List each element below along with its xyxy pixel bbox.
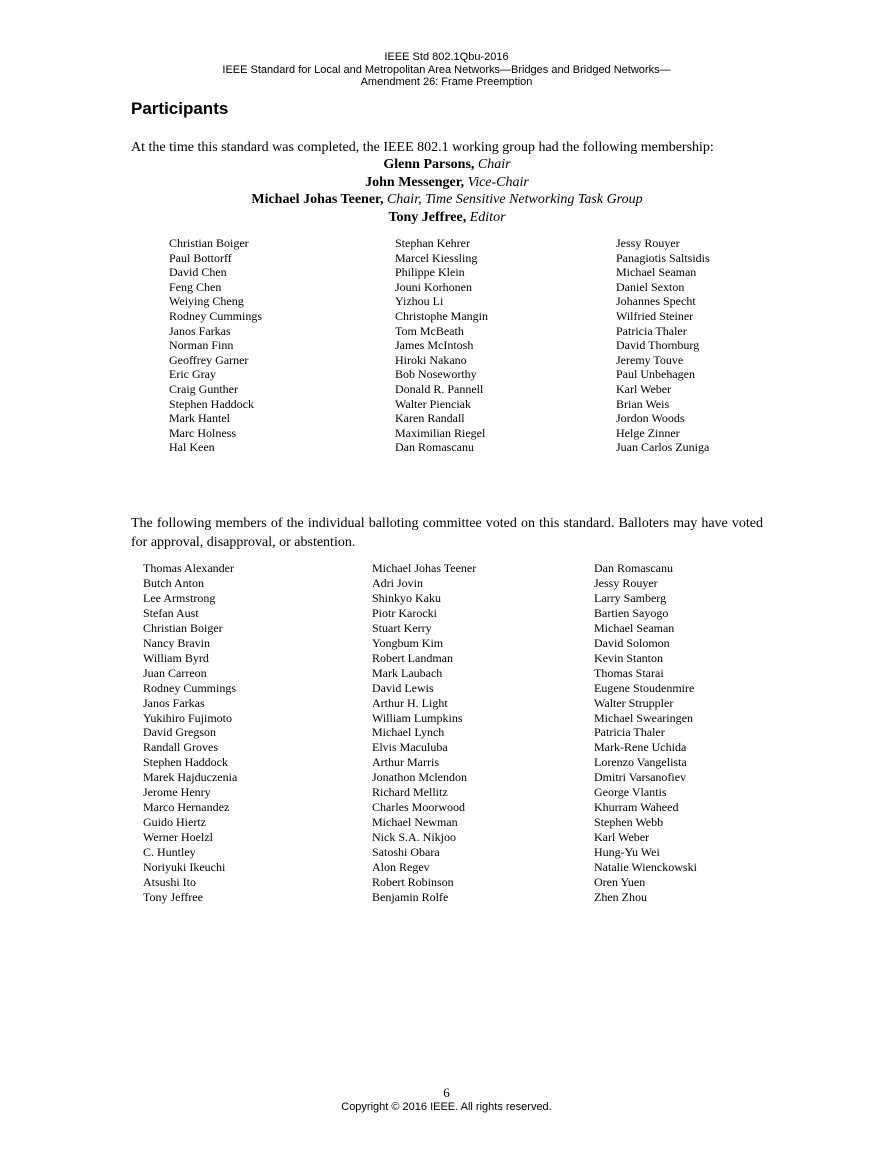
person-name: Arthur Marris	[372, 755, 439, 770]
person-name: Craig Gunther	[169, 381, 238, 396]
person-name: Marcel Kiessling	[395, 250, 478, 265]
person-name: Brian Weis	[616, 396, 670, 411]
person-name: Janos Farkas	[143, 695, 205, 710]
person-name: Walter Pienciak	[395, 396, 472, 411]
person-name: Guido Hiertz	[143, 815, 206, 830]
officer-name: John Messenger,	[365, 174, 465, 190]
person-name: David Thornburg	[616, 338, 700, 353]
person-name: Adri Jovin	[372, 575, 423, 590]
person-name: Yukihiro Fujimoto	[143, 710, 233, 725]
person-name: Walter Struppler	[594, 695, 674, 710]
officer-role: Vice-Chair	[467, 174, 529, 190]
person-name: Patricia Thaler	[594, 725, 665, 740]
person-name: William Lumpkins	[372, 710, 463, 725]
person-name: Stephan Kehrer	[395, 236, 470, 250]
person-name: Satoshi Obara	[372, 845, 440, 860]
person-name: Bob Noseworthy	[395, 367, 477, 382]
person-name: Piotr Karocki	[372, 605, 437, 620]
person-name: Eric Gray	[169, 367, 216, 382]
person-name: Shinkyo Kaku	[372, 590, 441, 605]
officer-line	[131, 174, 763, 192]
page-number: 6	[443, 1085, 450, 1100]
person-name: Elvis Maculuba	[372, 740, 448, 755]
person-name: Yongbum Kim	[372, 635, 444, 650]
person-name: Norman Finn	[169, 338, 234, 353]
person-name: Wilfried Steiner	[616, 308, 694, 323]
person-name: Jerome Henry	[143, 785, 211, 800]
person-name: Jonathon Mclendon	[372, 770, 467, 785]
person-name: Hung-Yu Wei	[594, 845, 660, 860]
person-name: Marco Hernandez	[143, 800, 230, 815]
person-name: Karl Weber	[616, 381, 672, 396]
standard-number: IEEE Std 802.1Qbu-2016	[384, 51, 509, 63]
person-name: Michael Lynch	[372, 725, 445, 740]
person-name: Atsushi Ito	[143, 875, 197, 890]
person-name: Tony Jeffree	[143, 889, 203, 904]
person-name: Yizhou Li	[395, 294, 444, 309]
balloters-column-3	[594, 561, 697, 905]
person-name: David Lewis	[372, 680, 434, 695]
person-name: George Vlantis	[594, 785, 667, 800]
person-name: Robert Robinson	[372, 875, 454, 890]
person-name: Randall Groves	[143, 740, 218, 755]
officer-role: Editor	[469, 209, 506, 225]
section-heading: Participants	[131, 99, 229, 118]
person-name: Michael Seaman	[594, 620, 675, 635]
person-name: Michael Johas Teener	[372, 561, 477, 575]
copyright-notice: Copyright © 2016 IEEE. All rights reserved.	[341, 1101, 552, 1113]
person-name: Butch Anton	[143, 575, 205, 590]
person-name: Stephen Webb	[594, 815, 664, 830]
person-name: Christian Boiger	[143, 620, 223, 635]
person-name: Paul Bottorff	[169, 250, 232, 265]
person-name: Geoffrey Garner	[169, 352, 249, 367]
working-group-intro: At the time this standard was completed, the IEEE 802.1 working group had the following membership:	[131, 140, 714, 155]
officer-name: Michael Johas Teener,	[251, 192, 384, 207]
person-name: Hiroki Nakano	[395, 352, 467, 367]
officers-list	[131, 156, 763, 226]
person-name: Werner Hoelzl	[143, 830, 213, 845]
person-name: William Byrd	[143, 650, 209, 665]
person-name: Panagiotis Saltsidis	[616, 250, 710, 265]
person-name: Jordon Woods	[616, 411, 685, 426]
standard-title: IEEE Standard for Local and Metropolitan Area Networks—Bridges and Bridged Networks—	[222, 63, 671, 76]
person-name: Paul Unbehagen	[616, 367, 695, 382]
person-name: Tom McBeath	[395, 323, 464, 338]
person-name: Robert Landman	[372, 650, 453, 665]
person-name: Philippe Klein	[395, 265, 465, 280]
person-name: Bartien Sayogo	[594, 605, 669, 620]
person-name: Christophe Mangin	[395, 308, 488, 323]
person-name: Mark-Rene Uchida	[594, 740, 687, 755]
person-name: Christian Boiger	[169, 236, 249, 250]
balloters-column-2	[372, 561, 476, 905]
person-name: Michael Seaman	[616, 265, 697, 280]
person-name: Juan Carlos Zuniga	[616, 440, 710, 455]
person-name: Donald R. Pannell	[395, 381, 484, 396]
person-name: Thomas Alexander	[143, 561, 234, 575]
members-column-2	[395, 236, 488, 455]
person-name: Maximilian Riegel	[395, 425, 486, 440]
person-name: Jessy Rouyer	[594, 575, 658, 590]
person-name: Karen Randall	[395, 411, 465, 426]
person-name: Natalie Wienckowski	[594, 860, 697, 875]
officer-name: Tony Jeffree,	[388, 209, 467, 225]
person-name: Jessy Rouyer	[616, 236, 680, 250]
officer-line	[131, 156, 763, 174]
person-name: Karl Weber	[594, 830, 650, 845]
person-name: Khurram Waheed	[594, 800, 679, 815]
person-name: Thomas Starai	[594, 665, 664, 680]
officer-name: Glenn Parsons,	[383, 157, 475, 172]
person-name: Benjamin Rolfe	[372, 889, 449, 904]
person-name: Helge Zinner	[616, 425, 680, 440]
person-name: Hal Keen	[169, 440, 215, 455]
officer-line	[131, 191, 763, 209]
person-name: Nancy Bravin	[143, 635, 210, 650]
person-name: Michael Newman	[372, 815, 458, 830]
person-name: Larry Samberg	[594, 590, 667, 605]
person-name: Rodney Cummings	[143, 680, 237, 695]
person-name: Richard Mellitz	[372, 785, 448, 800]
person-name: Noriyuki Ikeuchi	[143, 860, 226, 875]
members-column-3	[616, 236, 710, 455]
person-name: Arthur H. Light	[372, 695, 448, 710]
person-name: David Solomon	[594, 635, 670, 650]
person-name: Nick S.A. Nikjoo	[372, 830, 456, 845]
person-name: James McIntosh	[395, 338, 474, 353]
person-name: Eugene Stoudenmire	[594, 680, 695, 695]
person-name: Charles Moorwood	[372, 800, 465, 815]
person-name: Feng Chen	[169, 279, 222, 294]
person-name: Mark Laubach	[372, 665, 443, 680]
person-name: Mark Hantel	[169, 411, 230, 426]
person-name: Stephen Haddock	[169, 396, 254, 411]
person-name: Dan Romascanu	[395, 440, 474, 455]
person-name: Stuart Kerry	[372, 620, 432, 635]
person-name: Lorenzo Vangelista	[594, 755, 687, 770]
person-name: David Chen	[169, 265, 227, 280]
person-name: Lee Armstrong	[143, 590, 216, 605]
person-name: Johannes Specht	[616, 294, 696, 309]
officer-role: Chair	[477, 157, 511, 172]
person-name: Michael Swearingen	[594, 710, 693, 725]
person-name: David Gregson	[143, 725, 216, 740]
person-name: Zhen Zhou	[594, 889, 647, 904]
person-name: Oren Yuen	[594, 875, 646, 890]
person-name: Rodney Cummings	[169, 308, 263, 323]
person-name: Juan Carreon	[143, 665, 207, 680]
person-name: Dan Romascanu	[594, 561, 673, 575]
person-name: C. Huntley	[143, 845, 196, 860]
person-name: Marc Holness	[169, 425, 236, 440]
person-name: Janos Farkas	[169, 323, 231, 338]
person-name: Jeremy Touve	[616, 352, 684, 367]
balloting-committee-intro: The following members of the individual balloting committee voted on this standard. Balloters may have voted for approval, disapproval, or abstention.	[131, 516, 763, 550]
members-column-1	[169, 236, 262, 455]
person-name: Weiying Cheng	[169, 294, 244, 309]
person-name: Stephen Haddock	[143, 755, 228, 770]
person-name: Stefan Aust	[143, 605, 199, 620]
balloters-column-1	[143, 561, 237, 905]
person-name: Jouni Korhonen	[395, 279, 472, 294]
person-name: Alon Regev	[372, 860, 430, 875]
officer-role: Chair, Time Sensitive Networking Task Group	[386, 192, 643, 207]
person-name: Marek Hajduczenia	[143, 770, 238, 785]
amendment-title: Amendment 26: Frame Preemption	[360, 76, 533, 89]
person-name: Daniel Sexton	[616, 279, 685, 294]
person-name: Dmitri Varsanofiev	[594, 770, 687, 785]
officer-line	[131, 209, 763, 227]
person-name: Patricia Thaler	[616, 323, 687, 338]
person-name: Kevin Stanton	[594, 650, 663, 665]
running-header	[0, 51, 893, 89]
